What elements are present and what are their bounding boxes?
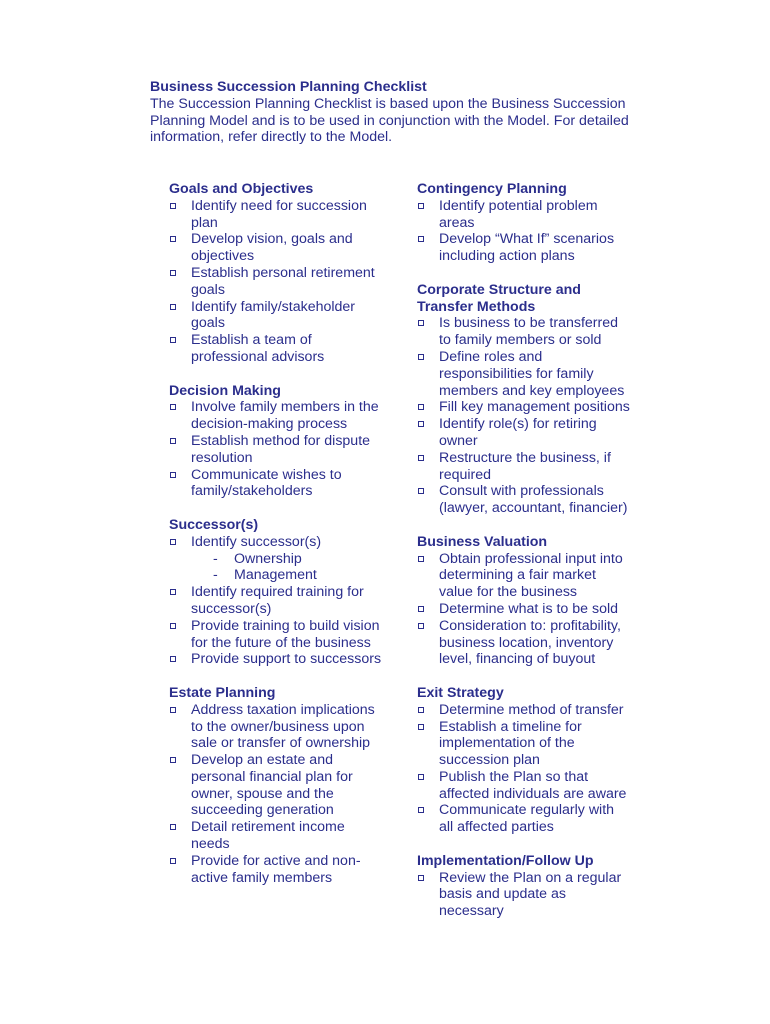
checklist-item	[417, 416, 657, 450]
checkbox-bullet-icon	[170, 589, 176, 595]
checklist-item	[417, 618, 657, 668]
section-heading: Implementation/Follow Up	[417, 852, 594, 869]
checklist-item-text: Consideration to: profitability, business location, inventory level, financing of buyout	[439, 617, 621, 668]
checklist-item-text: Is business to be transferred to family members or sold	[439, 315, 619, 349]
checkbox-bullet-icon	[170, 539, 176, 545]
checkbox-bullet-icon	[418, 320, 424, 326]
checklist-item-text: Provide for active and non- active family members	[191, 852, 361, 886]
checklist-item-text: Define roles and responsibilities for family members and key employees	[439, 348, 625, 399]
checkbox-bullet-icon	[170, 304, 176, 310]
checklist-item	[169, 752, 409, 819]
section-exit-strategy	[417, 685, 657, 836]
checkbox-bullet-icon	[170, 236, 176, 242]
checklist-item	[169, 819, 409, 853]
checkbox-bullet-icon	[418, 236, 424, 242]
checklist-item-text: Provide training to build vision for the future of the business	[191, 617, 380, 651]
dash-bullet-icon: -	[213, 550, 218, 567]
checklist-item	[417, 702, 657, 719]
checklist-item-text: Establish a timeline for implementation of the succession plan	[439, 718, 582, 769]
checklist-item-text: Provide support to successors	[191, 651, 382, 668]
checkbox-bullet-icon	[170, 824, 176, 830]
dash-bullet-icon: -	[213, 567, 218, 584]
checklist-item-text: Identify successor(s)	[191, 533, 322, 550]
checklist-item-text: Obtain professional input into determining a fair market value for the business	[439, 550, 623, 601]
checkbox-bullet-icon	[418, 556, 424, 562]
checklist-item-text: Develop an estate and personal financial plan for owner, spouse and the succeeding generation	[191, 752, 353, 819]
checklist	[417, 870, 657, 920]
checklist-item	[169, 853, 409, 887]
section-contingency-planning	[417, 181, 657, 265]
section-heading: Successor(s)	[169, 516, 259, 533]
checklist-item-text: Determine what is to be sold	[439, 600, 619, 617]
checklist-item	[417, 601, 657, 618]
section-heading: Decision Making	[169, 382, 281, 399]
checklist	[417, 198, 657, 265]
checklist-item-text: Identify role(s) for retiring owner	[439, 416, 597, 449]
checklist-item	[417, 551, 657, 601]
section-goals-and-objectives	[169, 181, 409, 366]
checklist-item-text: Identify required training for successor(s)	[191, 584, 364, 617]
section-heading: Business Valuation	[417, 533, 548, 550]
section-implementation-follow-up	[417, 853, 657, 920]
checklist-item	[417, 769, 657, 803]
document-intro	[150, 79, 650, 146]
checkbox-bullet-icon	[170, 438, 176, 444]
checklist-item	[417, 483, 657, 517]
checklist-item-text: Develop “What If” scenarios including action plans	[439, 231, 615, 265]
section-decision-making	[169, 383, 409, 501]
checklist	[169, 702, 409, 887]
checkbox-bullet-icon	[170, 707, 176, 713]
sub-checklist-item-text: Management	[234, 567, 317, 584]
checkbox-bullet-icon	[170, 404, 176, 410]
section-heading: Exit Strategy	[417, 684, 504, 701]
checklist-item	[169, 534, 409, 584]
checklist	[417, 315, 657, 517]
checklist-item	[169, 198, 409, 232]
checklist-item-text: Identify need for succession plan	[191, 197, 367, 231]
checklist-item-text: Publish the Plan so that affected individuals are aware	[439, 768, 627, 802]
section-heading: Goals and Objectives	[169, 181, 314, 197]
section-corporate-structure-and-transfer-methods	[417, 282, 657, 517]
document-title: Business Succession Planning Checklist	[150, 79, 427, 95]
checkbox-bullet-icon	[170, 270, 176, 276]
checklist	[417, 551, 657, 669]
checklist-item	[169, 332, 409, 366]
checklist-item	[169, 584, 409, 618]
checkbox-bullet-icon	[418, 606, 424, 612]
sub-checklist-item	[191, 551, 409, 568]
checkbox-bullet-icon	[170, 656, 176, 662]
checkbox-bullet-icon	[418, 807, 424, 813]
checkbox-bullet-icon	[418, 455, 424, 461]
checklist-item-text: Communicate wishes to family/stakeholders	[191, 466, 342, 500]
checklist-item-text: Identify family/stakeholder goals	[191, 298, 356, 332]
checklist-item	[169, 702, 409, 752]
checklist-item-text: Establish a team of professional advisors	[191, 332, 325, 365]
checkbox-bullet-icon	[170, 623, 176, 629]
checklist-item	[417, 231, 657, 265]
checkbox-bullet-icon	[418, 421, 424, 427]
checklist-item	[417, 450, 657, 484]
checklist-item-text: Establish method for dispute resolution	[191, 432, 371, 466]
checklist-item	[169, 467, 409, 501]
checkbox-bullet-icon	[418, 404, 424, 410]
checklist-item-text: Communicate regularly with all affected parties	[439, 802, 615, 836]
checklist	[417, 702, 657, 836]
checklist-item-text: Detail retirement income needs	[191, 819, 345, 853]
checklist-item-text: Restructure the business, if required	[439, 449, 611, 483]
checklist-item-text: Establish personal retirement goals	[191, 264, 375, 298]
checkbox-bullet-icon	[418, 707, 424, 713]
section-heading: Corporate Structure and Transfer Methods	[417, 281, 581, 315]
checkbox-bullet-icon	[418, 354, 424, 360]
section-heading: Estate Planning	[169, 684, 276, 701]
checkbox-bullet-icon	[418, 203, 424, 209]
checkbox-bullet-icon	[170, 858, 176, 864]
checkbox-bullet-icon	[418, 724, 424, 730]
checklist-item-text: Consult with professionals (lawyer, accountant, financier)	[439, 483, 628, 517]
checkbox-bullet-icon	[170, 337, 176, 343]
section-business-valuation	[417, 534, 657, 668]
checklist-item	[169, 299, 409, 333]
checklist-item-text: Identify potential problem areas	[439, 197, 598, 231]
checklist-item-text: Involve family members in the decision-making process	[191, 399, 379, 433]
checklist-item	[169, 231, 409, 265]
right-column	[417, 181, 657, 937]
section-heading: Contingency Planning	[417, 181, 567, 197]
checkbox-bullet-icon	[418, 623, 424, 629]
checkbox-bullet-icon	[418, 875, 424, 881]
sub-checklist-item-text: Ownership	[234, 550, 302, 567]
checklist-item	[417, 349, 657, 399]
sub-checklist	[191, 551, 409, 585]
checklist-item	[417, 315, 657, 349]
checklist-item-text: Determine method of transfer	[439, 701, 624, 718]
checklist-item	[417, 802, 657, 836]
checklist-item-text: Review the Plan on a regular basis and update as necessary	[439, 869, 622, 920]
checklist-item-text: Develop vision, goals and objectives	[191, 231, 353, 265]
section-successor-s	[169, 517, 409, 668]
checklist-item	[169, 433, 409, 467]
checklist-item	[417, 719, 657, 769]
checkbox-bullet-icon	[170, 203, 176, 209]
checklist-item	[169, 651, 409, 668]
checklist-item	[169, 399, 409, 433]
checklist	[169, 198, 409, 366]
section-estate-planning	[169, 685, 409, 887]
checkbox-bullet-icon	[418, 488, 424, 494]
checklist-item-text: Fill key management positions	[439, 399, 630, 416]
checklist-item	[417, 870, 657, 920]
left-column	[169, 181, 409, 903]
checkbox-bullet-icon	[418, 774, 424, 780]
checklist-item-text: Address taxation implications to the owner/business upon sale or transfer of ownership	[191, 701, 375, 752]
checkbox-bullet-icon	[170, 472, 176, 478]
checklist-item	[417, 399, 657, 416]
checklist-item	[169, 618, 409, 652]
checkbox-bullet-icon	[170, 757, 176, 763]
sub-checklist-item	[191, 567, 409, 584]
checklist	[169, 534, 409, 668]
checklist-item	[417, 198, 657, 232]
checklist-item	[169, 265, 409, 299]
checklist	[169, 399, 409, 500]
intro-paragraph: The Succession Planning Checklist is based upon the Business Succession Planning Model and is to be used in conjunction with the Model. For detailed information, refer directly to the Model.	[150, 95, 629, 146]
